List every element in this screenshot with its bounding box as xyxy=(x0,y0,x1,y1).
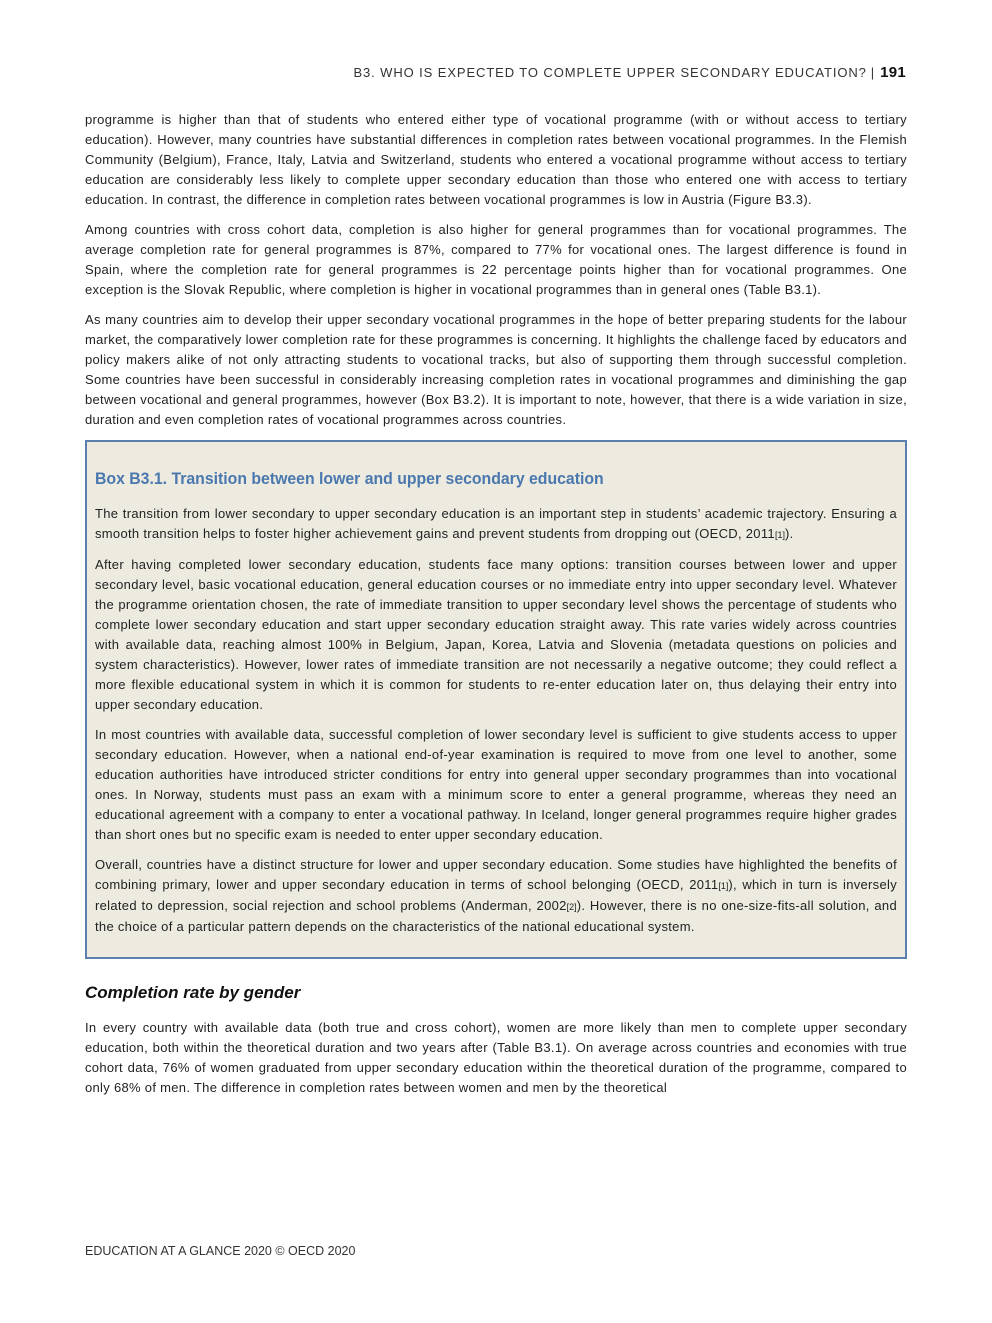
box-paragraph-3: In most countries with available data, successful completion of lower secondary level is sufficient to give students access to upper secondary education. However, when a national end-of-year examination is required to move from one level to another, some education authorities have introduced stricter conditions for entry into general upper secondary programmes than into vocational ones. In Norway, students must pass an exam with a minimum score to enter a general programme, whereas they need an educational agreement with a company to enter a vocational pathway. In Iceland, longer general programmes require higher grades than short ones but no specific exam is needed to enter upper secondary education. xyxy=(95,727,897,842)
page-number: 191 xyxy=(880,64,906,81)
citation-ref-1b[interactable]: [1] xyxy=(718,881,729,891)
box-p1-text: The transition from lower secondary to upper secondary education is an important step in students’ academic trajectory. Ensuring a smooth transition helps to foster higher achievement gains and prevent students from dropping out (OECD, 2011 xyxy=(95,506,897,541)
box-p4-text-a: Overall, countries have a distinct structure for lower and upper secondary education. Some studies have highlighted the benefits of combining primary, lower and upper secondary education in terms of school belonging (OECD, 2011 xyxy=(95,857,897,892)
body-paragraph-2: Among countries with cross cohort data, completion is also higher for general programmes than for vocational programmes. The average completion rate for general programmes is 87%, compared to 77% for vocational ones. The largest difference is found in Spain, where the completion rate for general programmes is 22 percentage points higher than for vocational programmes. One exception is the Slovak Republic, where completion is higher in vocational programmes than in general ones (Table B3.1). xyxy=(85,222,907,297)
body-paragraph-1: programme is higher than that of students who entered either type of vocational programme (with or without access to tertiary education). However, many countries have substantial differences in completion rates between vocational programmes. In the Flemish Community (Belgium), France, Italy, Latvia and Switzerland, students who entered a vocational programme without access to tertiary education are considerably less likely to complete upper secondary education than those who entered one with access to tertiary education. In contrast, the difference in completion rates between vocational programmes is low in Austria (Figure B3.3). xyxy=(85,112,907,207)
page-footer: EDUCATION AT A GLANCE 2020 © OECD 2020 xyxy=(85,1244,356,1258)
running-title: B3. WHO IS EXPECTED TO COMPLETE UPPER SECONDARY EDUCATION? xyxy=(353,65,867,80)
citation-ref-2[interactable]: [2] xyxy=(566,902,577,912)
section-paragraph: In every country with available data (both true and cross cohort), women are more likely than men to complete upper secondary education, both within the theoretical duration and two years after (Table B3.1). On average across countries and economies with true cohort data, 76% of women graduated from upper secondary education within the theoretical duration of the programme, compared to only 68% of men. The difference in completion rates between women and men by the theoretical xyxy=(85,1020,907,1095)
running-header xyxy=(353,64,906,81)
box-p1-end: ). xyxy=(784,526,794,541)
box-p4-text-b: ), which in turn is inversely related to depression, social rejection and school problems (Anderman, 2002 xyxy=(95,877,898,913)
box-paragraph-1 xyxy=(95,504,897,545)
box-paragraph-4 xyxy=(95,855,897,937)
section-heading: Completion rate by gender xyxy=(85,983,301,1002)
box-title: Box B3.1. Transition between lower and upper secondary education xyxy=(95,469,604,488)
citation-ref-1[interactable]: [1] xyxy=(774,530,785,540)
box-paragraph-2: After having completed lower secondary education, students face many options: transition courses between lower and upper secondary level, basic vocational education, general education courses or no immediate entry into upper secondary level. Whatever the programme orientation chosen, the rate of immediate transition to upper secondary level shows the percentage of students who complete lower secondary education and start upper secondary education straight away. This rate varies widely across countries with available data, reaching almost 100% in Belgium, Japan, Korea, Latvia and Slovenia (metadata questions on policies and system characteristics). However, lower rates of immediate transition are not necessarily a negative outcome; they could reflect a more flexible educational system in which it is common for students to re-enter education later on, thus delaying their entry into upper secondary education. xyxy=(95,557,897,712)
page-content xyxy=(85,110,907,1108)
body-paragraph-3: As many countries aim to develop their upper secondary vocational programmes in the hope of better preparing students for the labour market, the comparatively lower completion rate for these programmes is concerning. It highlights the challenge faced by educators and policy makers alike of not only attracting students to vocational tracks, but also of supporting them through successful completion. Some countries have been successful in considerably increasing completion rates in vocational programmes and diminishing the gap between vocational and general programmes, however (Box B3.2). It is important to note, however, that there is a wide variation in size, duration and even completion rates of vocational programmes across countries. xyxy=(85,312,907,427)
header-separator: | xyxy=(870,65,876,80)
box-b3-1 xyxy=(85,440,907,959)
box-p4-text-c: ). However, there is no one-size-fits-all solution, and the choice of a particular pattern depends on the characteristics of the national educational system. xyxy=(95,898,897,934)
